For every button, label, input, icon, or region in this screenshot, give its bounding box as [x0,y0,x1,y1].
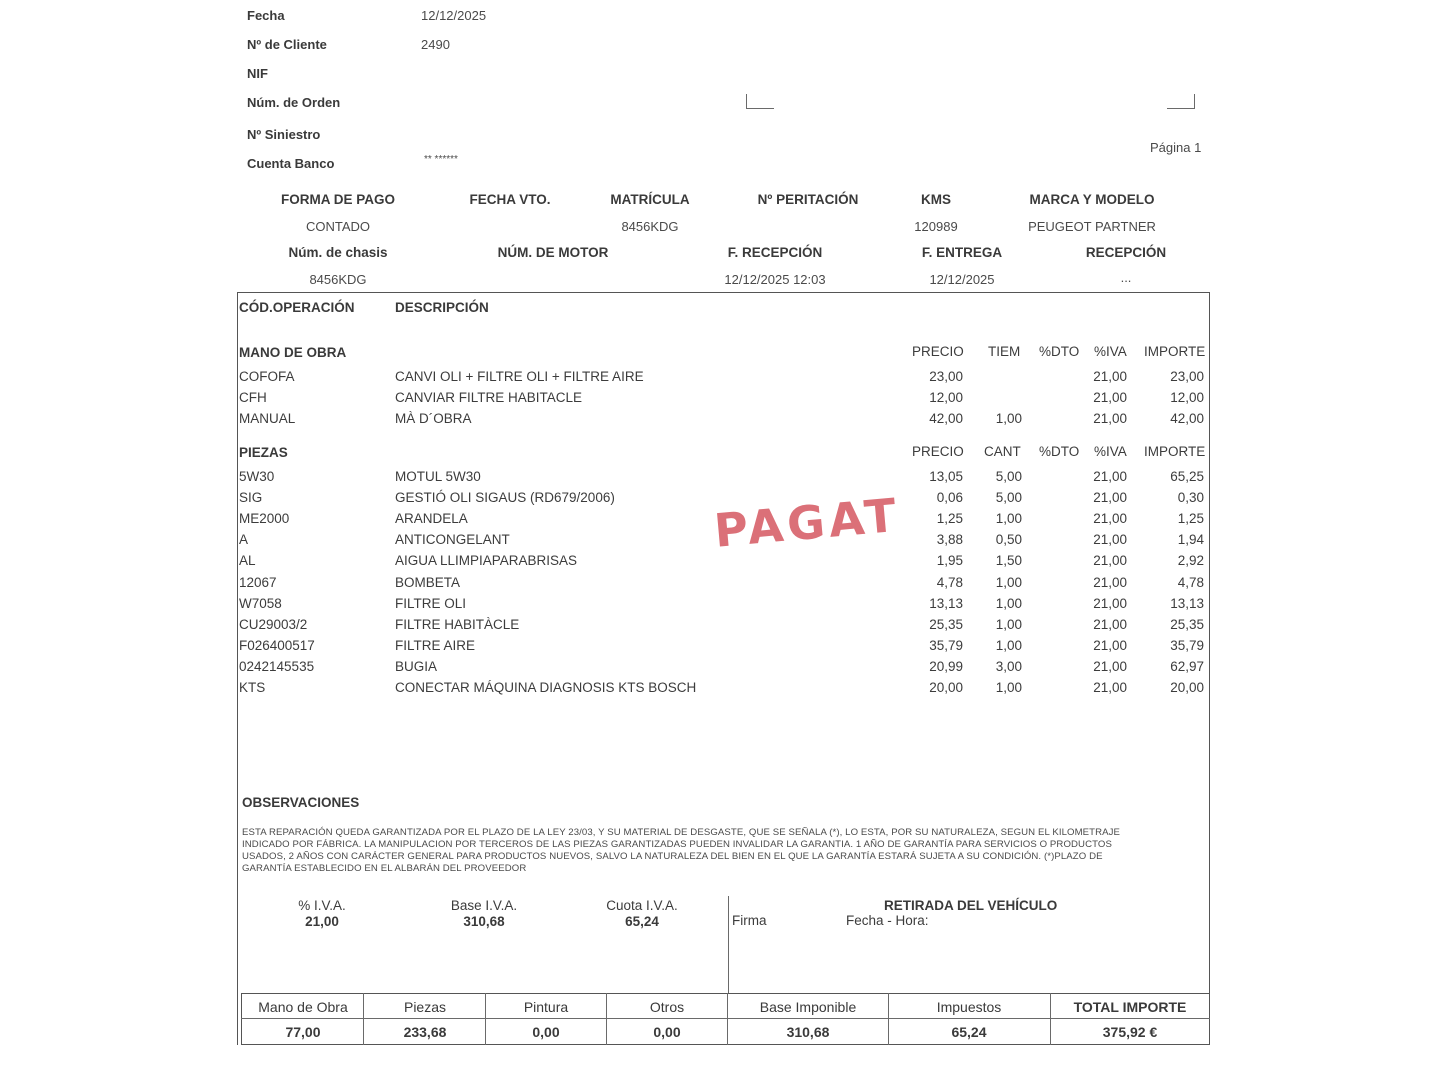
parts-header-dto: %DTO [1039,444,1080,459]
parts-desc: CONECTAR MÁQUINA DIAGNOSIS KTS BOSCH [395,680,697,695]
vehicle-label-recepcion-fecha: F. RECEPCIÓN [727,245,823,260]
parts-amount: 20,00 [1170,680,1204,695]
vehicle-label-matricula: MATRÍCULA [610,192,690,207]
total-label-labour: Mano de Obra [258,999,348,1015]
vehicle-label-forma-pago: FORMA DE PAGO [281,192,395,207]
parts-code: 5W30 [239,469,275,484]
parts-desc: FILTRE AIRE [395,637,476,653]
labour-qty: 1,00 [995,411,1022,426]
vat-base-label: Base I.V.A. [450,898,518,913]
labour-header-iva: %IVA [1094,344,1127,359]
signature-label: Firma [732,913,767,928]
labour-code: CFH [239,390,267,405]
observations-line: USADOS, 2 AÑOS CON CARÁCTER GENERAL PARA PRODUCTOS NUEVOS, SALVO LA NATURALEZA DEL BIEN EN EL QUE LA GARANTÍA ESTARÁ SUJETA A SU CONDICIÓN. (*)PLAZO DE [242,851,1103,862]
vehicle-value-matricula: 8456KDG [621,219,679,234]
parts-amount: 65,25 [1170,469,1204,484]
parts-code: AL [239,553,256,569]
pickup-title: RETIRADA DEL VEHÍCULO [884,898,1058,913]
parts-price: 20,99 [929,658,963,674]
vehicle-label-chasis: Núm. de chasis [288,245,388,260]
observations-line: GARANTÍA ESTABLECIDO EN EL ALBARÁN DEL PROVEEDOR [242,863,527,874]
total-value-taxes: 65,24 [951,1024,987,1040]
parts-qty: 0,50 [995,532,1022,548]
parts-amount: 0,30 [1177,490,1204,506]
parts-iva: 21,00 [1093,637,1127,653]
vat-rate-value: 21,00 [305,914,339,929]
parts-price: 3,88 [936,532,963,548]
parts-desc: GESTIÓ OLI SIGAUS (RD679/2006) [395,490,615,506]
field-label-nif: NIF [247,66,268,81]
vehicle-value-kms: 120989 [914,219,958,234]
field-label-fecha: Fecha [247,8,285,23]
parts-qty: 1,00 [995,595,1022,611]
parts-iva: 21,00 [1093,532,1127,548]
parts-price: 1,25 [936,511,963,527]
page-number: Página 1 [1150,140,1202,155]
labour-desc: MÀ D´OBRA [395,411,472,426]
parts-price: 13,05 [929,469,963,484]
total-value-labour: 77,00 [285,1024,321,1040]
total-value-base: 310,68 [786,1024,830,1040]
total-label-paint: Pintura [523,999,569,1015]
parts-qty: 1,00 [995,574,1022,590]
parts-amount: 62,97 [1170,658,1204,674]
pickup-datetime-label: Fecha - Hora: [846,913,929,928]
parts-iva: 21,00 [1093,553,1127,569]
vehicle-value-recepcion-fecha: 12/12/2025 12:03 [724,272,826,287]
parts-price: 13,13 [929,595,963,611]
vehicle-label-peritacion: Nº PERITACIÓN [757,192,859,207]
parts-desc: FILTRE OLI [395,595,467,611]
parts-price: 0,06 [936,490,963,506]
parts-code: 12067 [239,574,277,590]
vehicle-label-kms: KMS [921,192,951,207]
parts-price: 1,95 [936,553,963,569]
parts-code: CU29003/2 [239,616,308,632]
vat-quota-value: 65,24 [625,914,659,929]
vehicle-label-entrega: F. ENTREGA [921,245,1003,260]
field-label-cliente: Nº de Cliente [247,37,327,52]
field-value-cuenta: ** ****** [424,154,458,165]
total-value-parts: 233,68 [403,1024,447,1040]
parts-code: KTS [239,680,266,695]
labour-iva: 21,00 [1093,411,1127,426]
parts-header-iva: %IVA [1094,444,1127,459]
total-value-others: 0,00 [653,1024,681,1040]
parts-code: W7058 [239,595,282,611]
parts-qty: 5,00 [995,490,1022,506]
parts-amount: 1,25 [1177,511,1204,527]
parts-qty: 1,50 [995,553,1022,569]
total-label-others: Otros [649,999,685,1015]
labour-price: 12,00 [929,390,963,405]
labour-code: COFOFA [239,369,295,384]
observations-line: ESTA REPARACIÓN QUEDA GARANTIZADA POR EL PLAZO DE LA LEY 23/03, Y SU MATERIAL DE DESGASTE, QUE SE SEÑALA (*), LO ESTA, POR SU NATURALEZA, SEGUN EL KILOMETRAJE [242,827,1121,838]
paid-stamp: PAGAT [712,487,903,558]
total-label-total: TOTAL IMPORTE [1073,999,1187,1015]
parts-amount: 4,78 [1177,574,1204,590]
parts-iva: 21,00 [1093,595,1127,611]
parts-desc: MOTUL 5W30 [395,469,481,484]
labour-price: 23,00 [929,369,963,384]
parts-qty: 1,00 [995,616,1022,632]
vat-rate-label: % I.V.A. [298,898,346,913]
field-value-fecha: 12/12/2025 [421,8,487,23]
labour-header-amount: IMPORTE [1144,344,1206,359]
pickup-divider [728,896,729,994]
vehicle-label-motor: NÚM. DE MOTOR [497,245,609,260]
parts-desc: BUGIA [395,658,438,674]
vehicle-label-marca-modelo: MARCA Y MODELO [1029,192,1155,207]
observations-title: OBSERVACIONES [242,795,360,810]
parts-price: 4,78 [936,574,963,590]
field-label-cuenta: Cuenta Banco [247,156,335,171]
field-label-siniestro: Nº Siniestro [247,127,321,142]
parts-iva: 21,00 [1093,680,1127,695]
column-code-header: CÓD.OPERACIÓN [239,300,355,315]
parts-amount: 13,13 [1170,595,1204,611]
labour-header-price: PRECIO [912,344,964,359]
parts-desc: BOMBETA [395,574,461,590]
parts-price: 35,79 [929,637,963,653]
labour-header-time: TIEM [988,344,1021,359]
total-value-total: 375,92 € [1102,1024,1158,1040]
field-label-orden: Núm. de Orden [247,95,341,110]
parts-qty: 1,00 [995,680,1022,695]
labour-iva: 21,00 [1093,369,1127,384]
observations-line: INDICADO POR FÁBRICA. LA MANIPULACION POR TERCEROS DE LAS PIEZAS GARANTIZADAS PUEDEN INVALIDAR LA GARANTIA. 1 AÑO DE GARANTÍA PARA SERVICIOS O PRODUCTOS [242,839,1112,850]
parts-desc: ANTICONGELANT [395,532,510,548]
parts-price: 20,00 [929,680,963,695]
vat-base-value: 310,68 [463,914,505,929]
parts-code: ME2000 [239,511,290,527]
parts-section-title: PIEZAS [239,445,288,460]
parts-price: 25,35 [929,616,963,632]
parts-code: 0242145535 [239,658,315,674]
parts-iva: 21,00 [1093,490,1127,506]
parts-iva: 21,00 [1093,469,1127,484]
total-value-paint: 0,00 [532,1024,560,1040]
parts-code: A [239,532,249,548]
parts-qty: 1,00 [995,511,1022,527]
vehicle-label-fecha-vto: FECHA VTO. [469,192,551,207]
parts-code: F026400517 [239,637,315,653]
parts-code: SIG [239,490,263,506]
labour-price: 42,00 [929,411,963,426]
vehicle-label-recepcion: RECEPCIÓN [1085,245,1167,260]
parts-iva: 21,00 [1093,616,1127,632]
parts-header-amount: IMPORTE [1144,444,1206,459]
parts-iva: 21,00 [1093,511,1127,527]
labour-amount: 42,00 [1170,411,1204,426]
parts-iva: 21,00 [1093,658,1127,674]
vehicle-value-entrega: 12/12/2025 [929,272,995,287]
parts-iva: 21,00 [1093,574,1127,590]
parts-desc: FILTRE HABITÀCLE [395,616,520,632]
parts-desc: AIGUA LLIMPIAPARABRISAS [395,553,578,569]
labour-section-title: MANO DE OBRA [239,345,347,360]
vehicle-value-chasis: 8456KDG [309,272,367,287]
parts-qty: 3,00 [995,658,1022,674]
labour-desc: CANVI OLI + FILTRE OLI + FILTRE AIRE [395,369,644,384]
vehicle-value-recepcion: ... [1120,270,1132,285]
labour-code: MANUAL [239,411,296,426]
labour-desc: CANVIAR FILTRE HABITACLE [395,390,583,405]
parts-amount: 2,92 [1177,553,1204,569]
labour-header-dto: %DTO [1039,344,1080,359]
vehicle-value-forma-pago: CONTADO [305,219,371,234]
parts-amount: 1,94 [1177,532,1204,548]
parts-qty: 5,00 [995,469,1022,484]
parts-header-price: PRECIO [912,444,964,459]
vehicle-value-marca-modelo: PEUGEOT PARTNER [1028,219,1156,234]
labour-amount: 23,00 [1170,369,1204,384]
labour-amount: 12,00 [1170,390,1204,405]
field-value-cliente: 2490 [421,37,450,52]
parts-header-qty: CANT [984,444,1021,459]
total-label-parts: Piezas [403,999,447,1015]
parts-amount: 35,79 [1170,637,1204,653]
parts-desc: ARANDELA [395,511,468,527]
vat-quota-label: Cuota I.V.A. [606,898,678,913]
labour-iva: 21,00 [1093,390,1127,405]
parts-amount: 25,35 [1170,616,1204,632]
total-label-base: Base Imponible [759,999,857,1015]
column-desc-header: DESCRIPCIÓN [395,300,489,315]
total-label-taxes: Impuestos [936,999,1002,1015]
parts-qty: 1,00 [995,637,1022,653]
totals-row-divider [241,1018,1210,1019]
